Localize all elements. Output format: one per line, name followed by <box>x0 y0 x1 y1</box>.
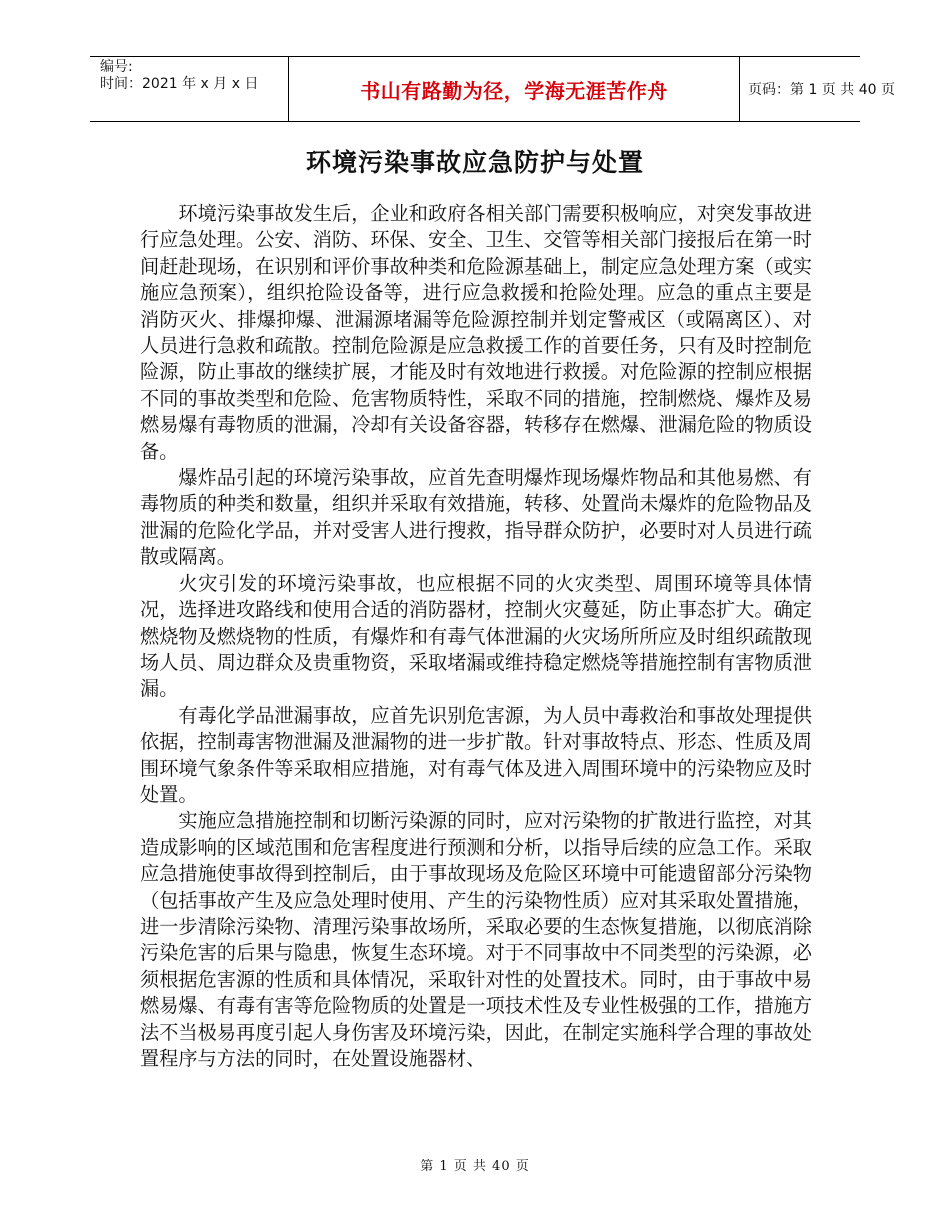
document-title: 环境污染事故应急防护与处置 <box>305 148 644 177</box>
page-footer: 第 1 页 共 40 页 <box>420 1159 530 1174</box>
paragraph: 实施应急措施控制和切断污染源的同时，应对污染物的扩散进行监控，对其造成影响的区域范围和危害程度进行预测和分析，以指导后续的应急工作。采取应急措施使事故得到控制后，由于事故现场及危险区环境中可能遗留部分污染物（包括事故产生及应急处理时使用、产生的污染物性质）应对其采取处置措施，进一步清除污染物、清理污染事故场所，采取必要的生态恢复措施，以彻底消除污染危害的后果与隐患，恢复生态环境。对于不同事故中不同类型的污染源，必须根据危害源的性质和具体情况，采取针对性的处置技术。同时，由于事故中易燃易爆、有毒有害等危险物质的处置是一项技术性及专业性极强的工作，措施方法不当极易再度引起人身伤害及环境污染，因此，在制定实施科学合理的事故处置程序与方法的同时，在处置设施器材、 <box>140 809 812 1070</box>
document-number-label: 编号: <box>100 59 133 75</box>
paragraph: 火灾引发的环境污染事故，也应根据不同的火灾类型、周围环境等具体情况，选择进攻路线和使用合适的消防器材，控制火灾蔓延，防止事态扩大。确定燃烧物及燃烧物的性质，有爆炸和有毒气体泄漏的火灾场所所应及时组织疏散现场人员、周边群众及贵重物资，采取堵漏或维持稳定燃烧等措施控制有害物质泄漏。 <box>140 571 812 701</box>
paragraph: 爆炸品引起的环境污染事故，应首先查明爆炸现场爆炸物品和其他易燃、有毒物质的种类和数量，组织并采取有效措施，转移、处置尚未爆炸的危险物品及泄漏的危险化学品，并对受害人进行搜救，指导群众防护，必要时对人员进行疏散或隔离。 <box>140 466 812 569</box>
header-page-info: 页码：第 1 页 共 40 页 <box>748 82 895 98</box>
document-body <box>140 201 812 1072</box>
header-motto: 书山有路勤为径，学海无涯苦作舟 <box>288 57 740 121</box>
paragraph: 有毒化学品泄漏事故，应首先识别危害源，为人员中毒救治和事故处理提供依据，控制毒害物泄漏及泄漏物的进一步扩散。针对事故特点、形态、性质及周围环境气象条件等采取相应措施，对有毒气体及进入周围环境中的污染物应及时处置。 <box>140 703 812 806</box>
header-meta <box>90 57 288 121</box>
document-date: 时间：2021 年 x 月 x 日 <box>100 76 259 92</box>
paragraph: 环境污染事故发生后，企业和政府各相关部门需要积极响应，对突发事故进行应急处理。公安、消防、环保、安全、卫生、交管等相关部门接报后在第一时间赶赴现场，在识别和评价事故种类和危险源基础上，制定应急处理方案（或实施应急预案），组织抢险设备等，进行应急救援和抢险处理。应急的重点主要是消防灭火、排爆抑爆、泄漏源堵漏等危险源控制并划定警戒区（或隔离区）、对人员进行急救和疏散。控制危险源是应急救援工作的首要任务，只有及时控制危险源，防止事故的继续扩展，才能及时有效地进行救援。对危险源的控制应根据不同的事故类型和危险、危害物质特性，采取不同的措施，控制燃烧、爆炸及易燃易爆有毒物质的泄漏，冷却有关设备容器，转移存在燃爆、泄漏危险的物质设备。 <box>140 202 812 463</box>
page-header <box>90 56 895 122</box>
